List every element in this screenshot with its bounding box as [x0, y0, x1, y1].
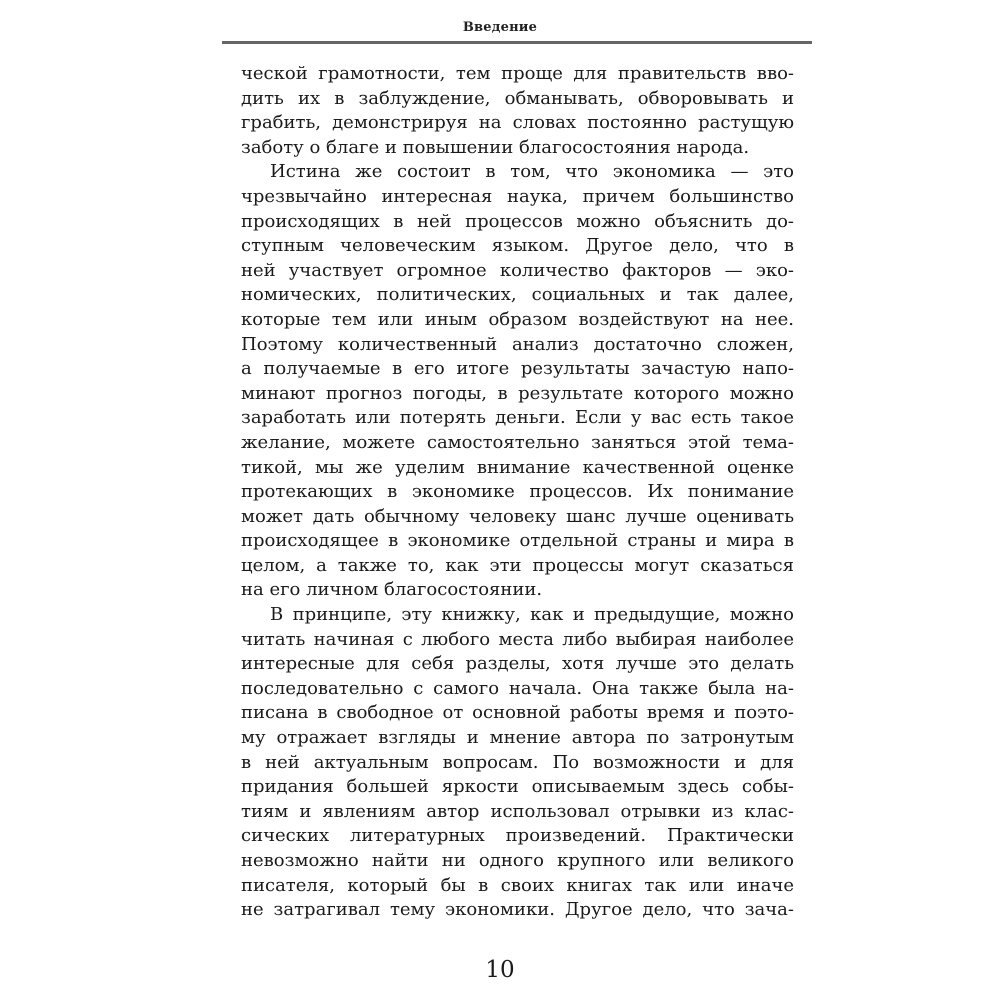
- text-line: желание, можете самостоятельно заняться этой тема-: [241, 431, 794, 453]
- text-line: Истина же состоит в том, что экономика — это: [270, 161, 794, 183]
- text-line: ступным человеческим языком. Другое дело, что в: [241, 235, 794, 257]
- text-line: происходящее в экономике отдельной страны и мира в: [241, 530, 794, 552]
- text-line: невозможно найти ни одного крупного или великого: [241, 850, 794, 871]
- text-line: сических литературных произведений. Практически: [241, 825, 794, 847]
- text-line: грабить, демонстрируя на словах постоянно растущую: [241, 112, 794, 134]
- text-line: заработать или потерять деньги. Если у вас есть такое: [241, 407, 794, 429]
- text-line: дить их в заблуждение, обманывать, обворовывать и: [241, 87, 794, 109]
- text-line: может дать обычному человеку шанс лучше оценивать: [241, 505, 794, 527]
- text-line: Поэтому количественный анализ достаточно сложен,: [241, 333, 794, 355]
- text-line: В принципе, эту книжку, как и предыдущие, можно: [270, 604, 794, 626]
- text-line: интересные для себя разделы, хотя лучше это делать: [241, 653, 794, 675]
- text-line: протекающих в экономике процессов. Их понимание: [241, 481, 794, 503]
- text-line: чрезвычайно интересная наука, причем большинство: [241, 185, 794, 207]
- text-line: в ней актуальным вопросам. По возможности и для: [241, 751, 794, 773]
- text-line: тиям и явлениям автор использовал отрывки из клас-: [241, 800, 794, 822]
- text-line: писателя, который бы в своих книгах так или иначе: [241, 874, 794, 896]
- text-line: происходящих в ней процессов можно объяснить до-: [241, 210, 794, 232]
- text-line: на его личном благосостоянии.: [241, 579, 543, 601]
- text-line: ней участвует огромное количество факторов — эко-: [241, 259, 794, 281]
- text-line: тикой, мы же уделим внимание качественной оценке: [241, 456, 794, 478]
- text-line: последовательно с самого начала. Она также была на-: [241, 677, 794, 699]
- text-line: целом, а также то, как эти процессы могут сказаться: [241, 554, 794, 576]
- text-line: а получаемые в его итоге результаты зачастую напо-: [241, 358, 794, 380]
- body-text: [241, 62, 794, 923]
- header-divider: [222, 41, 812, 44]
- text-line: читать начиная с любого места либо выбирая наиболее: [241, 628, 794, 650]
- text-line: ческой грамотности, тем проще для правительств вво-: [241, 63, 794, 84]
- text-line: заботу о благе и повышении благосостояния народа.: [241, 136, 750, 158]
- text-line: не затрагивал тему экономики. Другое дело, что зача-: [241, 899, 794, 921]
- text-line: писана в свободное от основной работы время и поэто-: [241, 702, 794, 724]
- page-number: 10: [485, 957, 515, 983]
- text-line: придания большей яркости описываемым здесь собы-: [241, 776, 794, 798]
- running-header-title: Введение: [462, 20, 538, 35]
- text-line: которые тем или иным образом воздействуют на нее.: [241, 308, 794, 330]
- text-line: минают прогноз погоды, в результате которого можно: [241, 382, 794, 404]
- text-line: номических, политических, социальных и так далее,: [241, 284, 794, 306]
- text-line: му отражает взгляды и мнение автора по затронутым: [241, 727, 794, 749]
